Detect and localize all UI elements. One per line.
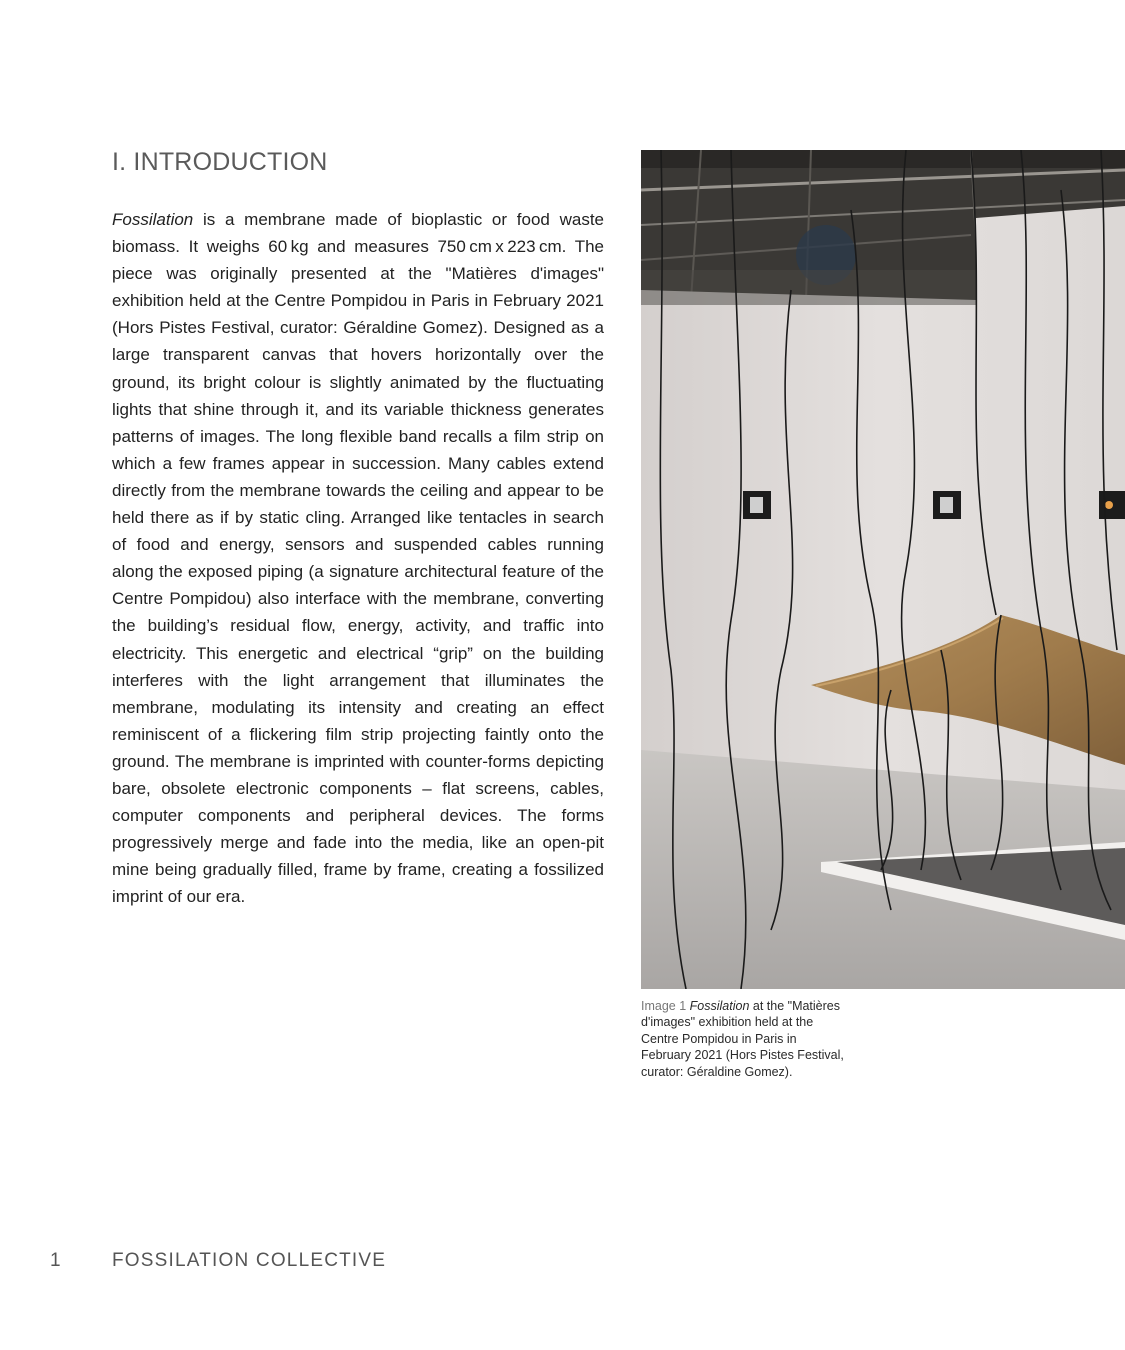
page-number: 1 [50,1250,61,1271]
body-paragraph-text: is a membrane made of bioplastic or food waste biomass. It weighs 60 kg and measures 750 cm x 223 cm. The piece was originally presented at the "Matières d'images" exhibition held at the Centre Pompidou in Paris in February 2021 (Hors Pistes Festival, curator: Géraldine Gomez). Designed as a large transparent canvas that hovers horizontally over the ground, its bright colour is slightly animated by the fluctuating lights that shine through it, and its variable thickness generates patterns of images. The long flexible band recalls a film strip on which a few frames appear in succession. Many cables extend directly from the membrane towards the ceiling and appear to be held there as if by static cling. Arranged like tentacles in search of food and energy, sensors and suspended cables running along the exposed piping (a signature architectural feature of the Centre Pompidou) also interface with the membrane, converting the building’s residual flow, energy, activity, and traffic into electricity. This energetic and electrical “grip” on the building interferes with the light arrangement that illuminates the membrane, modulating its intensity and creating an effect reminiscent of a flickering film strip projecting faintly onto the ground. The membrane is imprinted with counter-forms depicting bare, obsolete electronic components – flat screens, cables, computer components and peripheral devices. The forms progressively merge and fade into the media, like an open-pit mine being gradually filled, frame by frame, creating a fossilized imprint of our era. [112,210,604,907]
figure-caption [641,998,846,1080]
section-heading: I. INTRODUCTION [112,148,328,176]
body-paragraph [112,206,604,910]
exhibition-photo [641,150,1125,989]
caption-label: Image 1 [641,999,687,1013]
caption-text: at the "Matières d'images" exhibition held at the Centre Pompidou in Paris in February 2021 (Hors Pistes Festival, curator: Géraldine Gomez). [641,999,844,1079]
running-footer-title: FOSSILATION COLLECTIVE [112,1250,387,1271]
artwork-title: Fossilation [112,210,194,229]
caption-artwork-title: Fossilation [689,999,750,1013]
